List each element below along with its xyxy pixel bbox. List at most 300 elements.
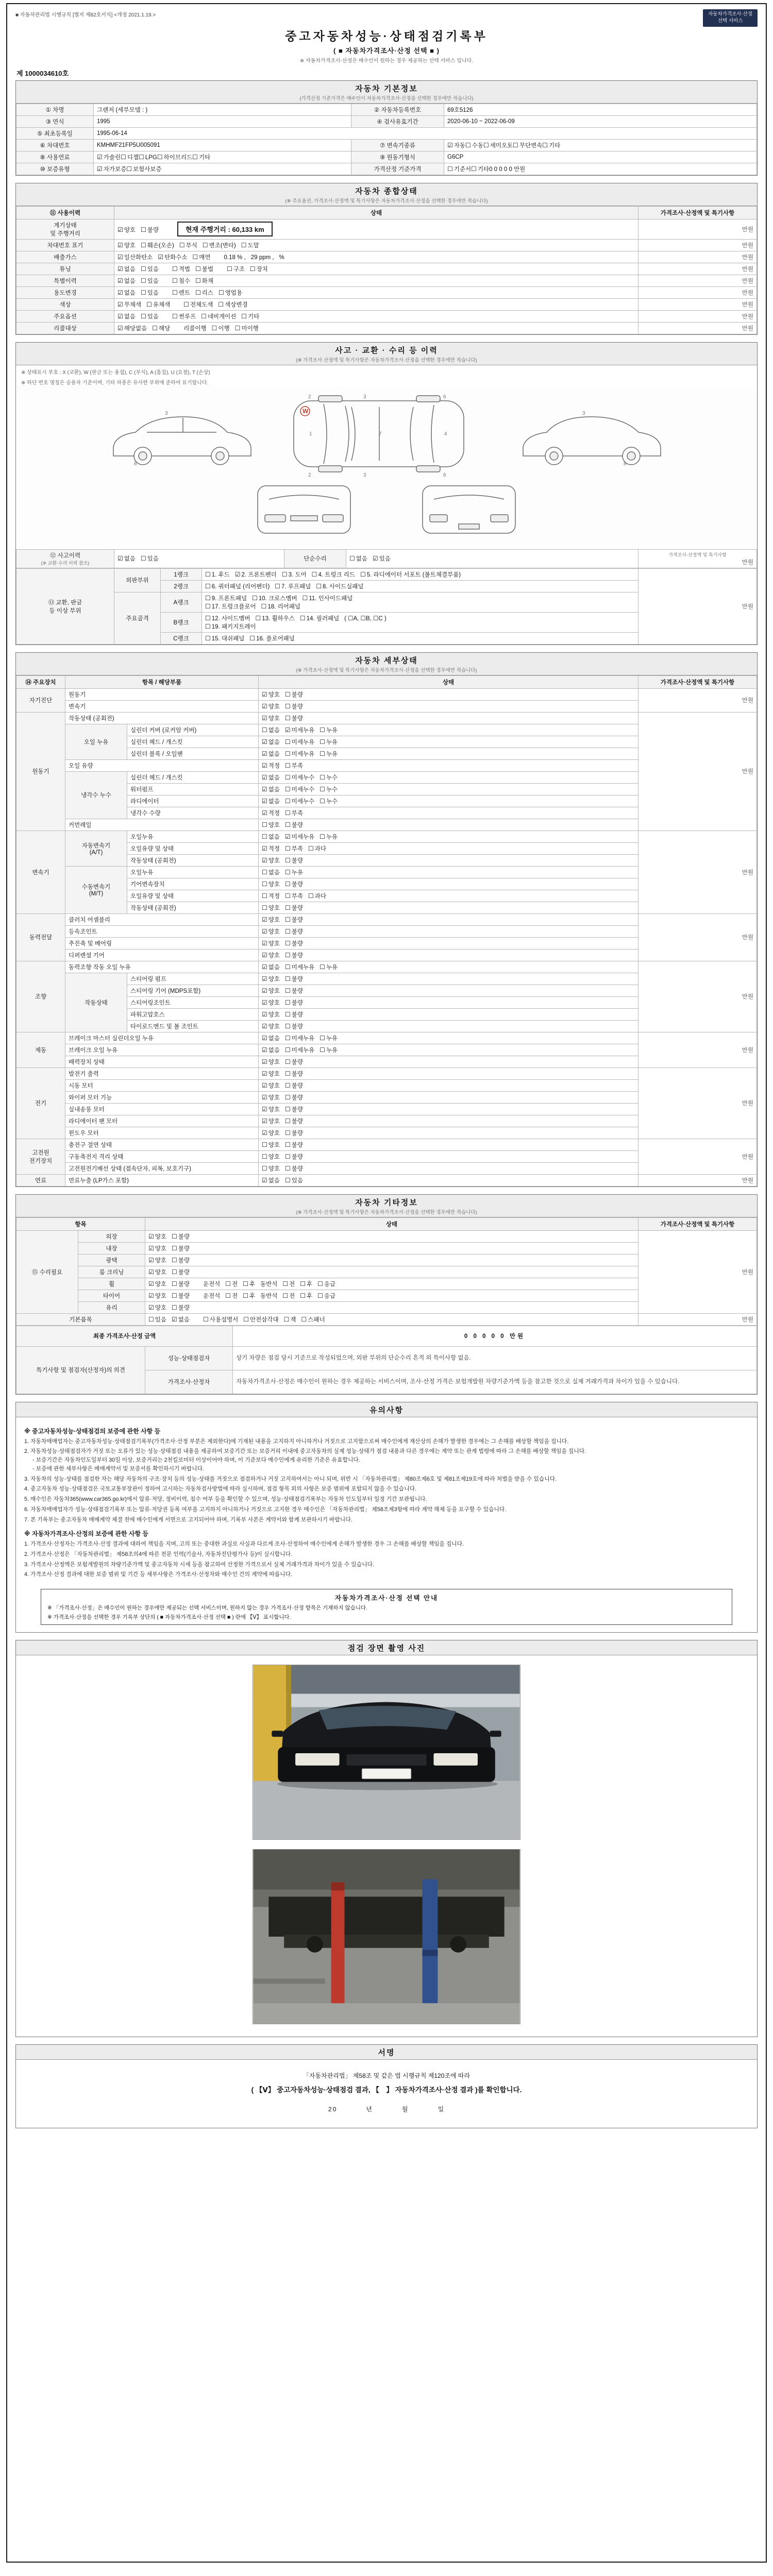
- checkbox-unchecked[interactable]: ☐: [249, 634, 256, 642]
- checkbox-item: [262, 1022, 280, 1030]
- checkbox-checked[interactable]: ☑: [262, 1117, 267, 1125]
- checkbox-item: [262, 987, 280, 995]
- col-price-note: 가격조사·산정액 및 특기사항: [638, 675, 757, 688]
- checkbox-unchecked[interactable]: ☐: [317, 1292, 323, 1299]
- checkbox-unchecked[interactable]: ☐: [255, 614, 261, 622]
- checkbox-unchecked[interactable]: ☐: [172, 289, 178, 296]
- checkbox-unchecked[interactable]: ☐: [316, 582, 322, 590]
- checkbox-item: [285, 904, 303, 912]
- checkbox-unchecked[interactable]: ☐: [308, 844, 314, 852]
- checkbox-unchecked[interactable]: ☐: [284, 1176, 291, 1184]
- checkbox-unchecked[interactable]: ☐: [284, 1164, 291, 1172]
- checkbox-unchecked[interactable]: ☐: [243, 1292, 248, 1299]
- checkbox-item: [250, 265, 268, 273]
- checkbox-unchecked[interactable]: ☐: [262, 892, 267, 900]
- checkbox-label: 불량: [178, 1257, 190, 1264]
- checkbox-unchecked[interactable]: ☐: [282, 1292, 289, 1299]
- inline-text: 리콜이행: [183, 325, 207, 332]
- checkbox-unchecked[interactable]: ☐: [284, 951, 291, 959]
- checkbox-checked[interactable]: ☑: [148, 1256, 154, 1264]
- checkbox-label: 누유: [291, 869, 303, 876]
- table-row: [16, 310, 757, 322]
- checkbox-checked[interactable]: ☑: [262, 1022, 267, 1030]
- checkbox-checked[interactable]: ☑: [262, 939, 267, 947]
- checkbox-unchecked[interactable]: ☐: [360, 570, 366, 578]
- inline-text: 동반석: [260, 1293, 278, 1299]
- repair-needed-label: ⑮ 수리필요: [16, 1230, 78, 1313]
- checkbox-unchecked[interactable]: ☐: [284, 1153, 291, 1160]
- checkbox-unchecked[interactable]: ☐: [205, 582, 211, 590]
- status-cell: [259, 1067, 638, 1079]
- checkbox-checked[interactable]: ☑: [262, 1176, 267, 1184]
- checkbox-checked[interactable]: ☑: [262, 761, 267, 769]
- checkbox-unchecked[interactable]: ☐: [262, 1141, 267, 1148]
- section-note-etc: (※ 가격조사·산정액 및 특기사항은 자동차가격조사·산정을 선택한 경우에만 적습니다): [296, 1209, 477, 1215]
- checkbox-checked[interactable]: ☑: [148, 1268, 154, 1276]
- checkbox-unchecked[interactable]: ☐: [284, 892, 291, 900]
- checkbox-unchecked[interactable]: ☐: [320, 1046, 325, 1054]
- checkbox-unchecked[interactable]: ☐: [284, 809, 291, 817]
- checkbox-unchecked[interactable]: ☐: [513, 141, 518, 149]
- checkbox-unchecked[interactable]: ☐: [243, 1315, 249, 1323]
- checkbox-unchecked[interactable]: ☐: [203, 1315, 209, 1323]
- checkbox-unchecked[interactable]: ☐: [349, 555, 355, 563]
- checkbox-unchecked[interactable]: ☐: [262, 904, 267, 911]
- checkbox-unchecked[interactable]: ☐: [171, 1292, 177, 1299]
- checkbox-unchecked[interactable]: ☐: [121, 153, 126, 161]
- checkbox-unchecked[interactable]: ☐: [249, 265, 256, 273]
- checkbox-unchecked[interactable]: ☐: [284, 963, 291, 971]
- checkbox-item: [121, 155, 139, 161]
- price-cell: 만원: [638, 275, 757, 286]
- checkbox-unchecked[interactable]: ☐: [140, 265, 146, 273]
- checkbox-label: 후: [307, 1281, 313, 1287]
- part-label: 실린더 커버 (로커암 커버): [127, 724, 259, 736]
- checkbox-unchecked[interactable]: ☐: [262, 726, 267, 734]
- table-row: [16, 298, 757, 310]
- checkbox-checked[interactable]: ☑: [262, 1129, 267, 1137]
- checkbox-unchecked[interactable]: ☐: [140, 277, 146, 284]
- checkbox-unchecked[interactable]: ☐: [195, 277, 201, 284]
- checkbox-checked[interactable]: ☑: [262, 927, 267, 935]
- checkbox-label: 누수: [326, 798, 338, 805]
- col-usage-history: ⑪ 사용이력: [16, 206, 114, 219]
- checkbox-unchecked[interactable]: ☐: [301, 1315, 307, 1323]
- checkbox-item: [262, 726, 280, 734]
- checkbox-unchecked[interactable]: ☐: [320, 773, 325, 781]
- checkbox-unchecked[interactable]: ☐: [284, 1105, 291, 1113]
- checkbox-checked[interactable]: ☑: [262, 1010, 267, 1018]
- part-label: 스티어링 펌프: [127, 973, 259, 985]
- checkbox-unchecked[interactable]: ☐: [284, 1141, 291, 1148]
- checkbox-unchecked[interactable]: ☐: [225, 1280, 231, 1287]
- badge-line1: 자동차가격조사·산정: [708, 11, 752, 17]
- final-price-amount: 0 0 0 0 0: [464, 1333, 506, 1340]
- checkbox-unchecked[interactable]: ☐: [261, 602, 267, 610]
- part-label: 구동축전지 격리 상태: [65, 1150, 259, 1162]
- checkbox-label: 응급: [324, 1293, 336, 1299]
- checkbox-item: [285, 1176, 303, 1184]
- checkbox-checked[interactable]: ☑: [234, 570, 241, 578]
- checkbox-checked[interactable]: ☑: [262, 1070, 267, 1077]
- checkbox-checked[interactable]: ☑: [262, 1046, 267, 1054]
- checkbox-item: [262, 892, 280, 900]
- checkbox-unchecked[interactable]: ☐: [140, 226, 146, 234]
- checkbox-unchecked[interactable]: ☐: [262, 880, 267, 888]
- checkbox-unchecked[interactable]: ☐: [284, 714, 291, 722]
- checkbox-unchecked[interactable]: ☐: [284, 738, 291, 745]
- checkbox-item: [225, 1292, 238, 1300]
- checkbox-unchecked[interactable]: ☐: [241, 312, 247, 320]
- checkbox-unchecked[interactable]: ☐: [152, 324, 158, 332]
- checkbox-unchecked[interactable]: ☐: [262, 1153, 267, 1160]
- checkbox-item: [219, 289, 242, 297]
- checkbox-unchecked[interactable]: ☐: [192, 153, 198, 161]
- checkbox-checked[interactable]: ☑: [447, 141, 453, 149]
- checkbox-unchecked[interactable]: ☐: [192, 253, 198, 261]
- notice-heading: ※ 자동차가격조사·산정의 보증에 관한 사항 등: [24, 1530, 148, 1538]
- checkbox-checked[interactable]: ☑: [262, 690, 267, 698]
- checkbox-unchecked[interactable]: ☐: [284, 927, 291, 935]
- checkbox-label: 잭: [290, 1316, 296, 1323]
- checkbox-unchecked[interactable]: ☐: [284, 1129, 291, 1137]
- checkbox-unchecked[interactable]: ☐: [225, 1292, 231, 1299]
- checkbox-unchecked[interactable]: ☐: [262, 1164, 267, 1172]
- checkbox-unchecked[interactable]: ☐: [284, 761, 291, 769]
- checkbox-unchecked[interactable]: ☐: [284, 1046, 291, 1054]
- checkbox-unchecked[interactable]: ☐: [171, 1244, 177, 1252]
- checkbox-unchecked[interactable]: ☐: [447, 165, 453, 173]
- checkbox-unchecked[interactable]: ☐: [262, 821, 267, 828]
- checkbox-unchecked[interactable]: ☐: [275, 582, 281, 590]
- checkbox-unchecked[interactable]: ☐: [284, 1022, 291, 1030]
- checkbox-unchecked[interactable]: ☐: [311, 570, 317, 578]
- checkbox-unchecked[interactable]: ☐: [282, 1280, 289, 1287]
- checkbox-unchecked[interactable]: ☐: [284, 821, 291, 828]
- checkbox-unchecked[interactable]: ☐: [483, 141, 489, 149]
- checkbox-checked[interactable]: ☑: [262, 975, 267, 982]
- checkbox-unchecked[interactable]: ☐: [140, 312, 146, 320]
- checkbox-label: 18. 리어패널: [267, 603, 300, 610]
- checkbox-item: [97, 155, 121, 161]
- checkbox-unchecked[interactable]: ☐: [205, 602, 211, 610]
- checkbox-checked[interactable]: ☑: [262, 1058, 267, 1065]
- checkbox-checked[interactable]: ☑: [262, 1081, 267, 1089]
- checkbox-unchecked[interactable]: ☐: [172, 277, 178, 284]
- checkbox-checked[interactable]: ☑: [117, 555, 123, 563]
- status-cell: [259, 771, 638, 783]
- checkbox-checked[interactable]: ☑: [97, 165, 103, 173]
- checkbox-item: [195, 265, 213, 273]
- checkbox-unchecked[interactable]: ☐: [262, 868, 267, 876]
- checkbox-label: 부족: [291, 845, 303, 852]
- checkbox-unchecked[interactable]: ☐: [284, 690, 291, 698]
- checkbox-unchecked[interactable]: ☐: [218, 289, 224, 296]
- checkbox-item: [262, 927, 280, 936]
- checkbox-unchecked[interactable]: ☐: [284, 987, 291, 994]
- checkbox-unchecked[interactable]: ☐: [205, 614, 211, 622]
- checkbox-label: 누유: [326, 1035, 338, 1042]
- checkbox-checked[interactable]: ☑: [117, 300, 123, 308]
- checkbox-unchecked[interactable]: ☐: [320, 785, 325, 793]
- checkbox-label: 불량: [291, 1142, 303, 1148]
- checkbox-unchecked[interactable]: ☐: [302, 594, 308, 602]
- checkbox-checked[interactable]: ☑: [148, 1292, 154, 1299]
- col-major-device: ⑭ 주요장치: [16, 675, 65, 688]
- checkbox-checked[interactable]: ☑: [262, 1034, 267, 1042]
- checkbox-label: 장치: [256, 266, 268, 273]
- checkbox-item: [262, 1046, 280, 1054]
- part-label: 오일 유량: [65, 759, 259, 771]
- checkbox-checked[interactable]: ☑: [171, 1315, 177, 1323]
- checkbox-checked[interactable]: ☑: [262, 773, 267, 781]
- checkbox-unchecked[interactable]: ☐: [205, 634, 211, 642]
- checkbox-checked[interactable]: ☑: [284, 726, 291, 734]
- device-label: 변속기: [16, 831, 65, 913]
- part-label: 스티어링조인트: [127, 996, 259, 1008]
- checkbox-checked[interactable]: ☑: [117, 253, 123, 261]
- checkbox-checked[interactable]: ☑: [372, 555, 378, 563]
- checkbox-item: [285, 1093, 303, 1101]
- checkbox-checked[interactable]: ☑: [262, 987, 267, 994]
- checkbox-unchecked[interactable]: ☐: [234, 324, 241, 332]
- checkbox-unchecked[interactable]: ☐: [284, 916, 291, 923]
- checkbox-label: 변조(변타): [209, 242, 236, 249]
- part-label: 와이퍼 모터 기능: [65, 1091, 259, 1103]
- part-label: 변속기: [65, 700, 259, 712]
- part-group-label: 수동변속기 (M/T): [65, 866, 127, 913]
- checkbox-unchecked[interactable]: ☐: [284, 844, 291, 852]
- checkbox-label: 양호: [268, 1094, 280, 1101]
- checkbox-label: 없음: [268, 1177, 280, 1184]
- checkbox-unchecked[interactable]: ☐: [465, 141, 471, 149]
- checkbox-label: 누수: [326, 774, 338, 781]
- checkbox-unchecked[interactable]: ☐: [284, 1070, 291, 1077]
- status-cell: [259, 831, 638, 842]
- status-cell: [259, 1174, 638, 1186]
- checkbox-unchecked[interactable]: ☐: [201, 312, 207, 320]
- table-row: [16, 322, 757, 334]
- checkbox-checked[interactable]: ☑: [117, 226, 123, 234]
- checkbox-unchecked[interactable]: ☐: [284, 1010, 291, 1018]
- price-header-text: 가격조사·산정액 및 특기사항: [668, 552, 727, 557]
- item-name: 기본품목: [16, 1313, 145, 1325]
- checkbox-unchecked[interactable]: ☐: [284, 797, 291, 805]
- checkbox-unchecked[interactable]: ☐: [284, 750, 291, 757]
- checkbox-unchecked[interactable]: ☐: [284, 1058, 291, 1065]
- checkbox-label: 14. 필러패널: [306, 615, 340, 622]
- status-cell: [259, 1162, 638, 1174]
- checkbox-unchecked[interactable]: ☐: [284, 1081, 291, 1089]
- checkbox-unchecked[interactable]: ☐: [471, 165, 477, 173]
- part-label: 시동 모터: [65, 1079, 259, 1091]
- checkbox-checked[interactable]: ☑: [117, 277, 123, 284]
- checkbox-unchecked[interactable]: ☐: [148, 1315, 154, 1323]
- checkbox-label: 미세누수: [291, 786, 315, 793]
- checkbox-checked[interactable]: ☑: [262, 916, 267, 923]
- checkbox-unchecked[interactable]: ☐: [241, 241, 247, 249]
- checkbox-unchecked[interactable]: ☐: [140, 555, 146, 563]
- checkbox-item: [152, 324, 170, 332]
- checkbox-checked[interactable]: ☑: [97, 153, 103, 161]
- inspector-opinion-text: 상기 차량은 점검 당시 기준으로 작성되었으며, 외판 부위의 단순수리 흔적 외 특이사항 없음.: [233, 1346, 757, 1370]
- notice-item: 3. 가격조사·산정액은 보험개발원의 차량기준가액 및 중고자동차 시세 등을 참고하여 산정한 가격으로서 실제 거래가격과 차이가 있을 수 있습니다.: [24, 1561, 374, 1568]
- checkbox-item: [195, 289, 213, 297]
- checkbox-checked[interactable]: ☑: [262, 1105, 267, 1113]
- checkbox-unchecked[interactable]: ☐: [195, 265, 201, 273]
- checkbox-unchecked[interactable]: ☐: [284, 904, 291, 911]
- checkbox-unchecked[interactable]: ☐: [320, 738, 325, 745]
- checkbox-checked[interactable]: ☑: [262, 809, 267, 817]
- checkbox-checked[interactable]: ☑: [262, 998, 267, 1006]
- checkbox-unchecked[interactable]: ☐: [320, 797, 325, 805]
- checkbox-unchecked[interactable]: ☐: [226, 265, 232, 273]
- checkbox-checked[interactable]: ☑: [117, 241, 123, 249]
- checkbox-unchecked[interactable]: ☐: [284, 880, 291, 888]
- checkbox-unchecked[interactable]: ☐: [284, 856, 291, 864]
- checkbox-label: 양호: [268, 952, 280, 959]
- checkbox-unchecked[interactable]: ☐: [281, 570, 288, 578]
- checkbox-checked[interactable]: ☑: [262, 963, 267, 971]
- checkbox-unchecked[interactable]: ☐: [284, 702, 291, 710]
- checkbox-unchecked[interactable]: ☐: [205, 594, 211, 602]
- checkbox-label: 미세누유: [291, 751, 315, 757]
- checkbox-unchecked[interactable]: ☐: [171, 1256, 177, 1264]
- checkbox-checked[interactable]: ☑: [262, 797, 267, 805]
- checkbox-unchecked[interactable]: ☐: [284, 975, 291, 982]
- checkbox-item: [285, 856, 303, 865]
- overall-table: [16, 206, 757, 334]
- checkbox-unchecked[interactable]: ☐: [252, 594, 258, 602]
- checkbox-unchecked[interactable]: ☐: [171, 1268, 177, 1276]
- checkbox-unchecked[interactable]: ☐: [126, 165, 132, 173]
- part-label: 동력조향 작동 오일 누유: [65, 961, 259, 973]
- checkbox-label: 양호: [268, 917, 280, 923]
- checkbox-unchecked[interactable]: ☐: [262, 833, 267, 840]
- checkbox-unchecked[interactable]: ☐: [542, 141, 548, 149]
- checkbox-checked[interactable]: ☑: [148, 1244, 154, 1252]
- checkbox-unchecked[interactable]: ☐: [320, 963, 325, 971]
- svg-text:3: 3: [363, 472, 366, 478]
- checkbox-checked[interactable]: ☑: [262, 785, 267, 793]
- checkbox-unchecked[interactable]: ☐: [195, 289, 201, 296]
- checkbox-checked[interactable]: ☑: [148, 1232, 154, 1240]
- checkbox-unchecked[interactable]: ☐: [243, 1280, 248, 1287]
- part-label: 실린더 헤드 / 개스킷: [127, 736, 259, 748]
- checkbox-label: 스패너: [308, 1316, 325, 1323]
- checkbox-item: [241, 312, 259, 320]
- part-label: 커먼레일: [65, 819, 259, 831]
- checkbox-checked[interactable]: ☑: [262, 951, 267, 959]
- device-label: 제동: [16, 1032, 65, 1067]
- field-value: KMHMF21FP5U005091: [94, 139, 351, 151]
- checkbox-unchecked[interactable]: ☐: [172, 265, 178, 273]
- checkbox-item: [285, 975, 303, 983]
- checkbox-unchecked[interactable]: ☐: [320, 726, 325, 734]
- checkbox-label: 7. 루프패널: [281, 583, 311, 590]
- checkbox-checked[interactable]: ☑: [262, 1093, 267, 1101]
- appraiser-opinion-text: 자동차가격조사·산정은 매수인이 원하는 경우 제공하는 서비스이며, 조사·산정 가격은 보험개발원 차량기준가액 등을 참고한 것으로 실제 거래가격과 차이가 있을 수 있습니다.: [233, 1370, 757, 1394]
- checkbox-unchecked[interactable]: ☐: [299, 614, 306, 622]
- checkbox-checked[interactable]: ☑: [262, 856, 267, 864]
- checkbox-unchecked[interactable]: ☐: [218, 300, 224, 308]
- checkbox-unchecked[interactable]: ☐: [284, 939, 291, 947]
- checkbox-unchecked[interactable]: ☐: [179, 241, 185, 249]
- checkbox-unchecked[interactable]: ☐: [146, 300, 152, 308]
- checkbox-checked[interactable]: ☑: [284, 833, 291, 840]
- checkbox-unchecked[interactable]: ☐: [211, 324, 217, 332]
- photo-front-svg: [253, 1665, 520, 1839]
- checkbox-unchecked[interactable]: ☐: [284, 868, 291, 876]
- checkbox-label: 불량: [291, 1106, 303, 1113]
- checkbox-unchecked[interactable]: ☐: [171, 1280, 177, 1287]
- checkbox-item: [262, 963, 280, 971]
- checkbox-checked[interactable]: ☑: [148, 1303, 154, 1311]
- checkbox-unchecked[interactable]: ☐: [140, 289, 146, 296]
- checkbox-unchecked[interactable]: ☐: [320, 833, 325, 840]
- checkbox-unchecked[interactable]: ☐: [284, 1117, 291, 1125]
- checkbox-unchecked[interactable]: ☐: [140, 241, 146, 249]
- checkbox-checked[interactable]: ☑: [117, 265, 123, 273]
- checkbox-checked[interactable]: ☑: [262, 702, 267, 710]
- section-notices: [15, 1402, 758, 1633]
- checkbox-label: 있음: [155, 1316, 166, 1323]
- checkbox-unchecked[interactable]: ☐: [157, 153, 163, 161]
- checkbox-unchecked[interactable]: ☐: [284, 998, 291, 1006]
- checkbox-unchecked[interactable]: ☐: [317, 1280, 323, 1287]
- checkbox-unchecked[interactable]: ☐: [320, 750, 325, 757]
- checkbox-checked[interactable]: ☑: [262, 750, 267, 757]
- checkbox-checked[interactable]: ☑: [262, 738, 267, 745]
- checkbox-unchecked[interactable]: ☐: [283, 1315, 290, 1323]
- checkbox-unchecked[interactable]: ☐: [183, 300, 189, 308]
- checkbox-unchecked[interactable]: ☐: [300, 1280, 306, 1287]
- checkbox-unchecked[interactable]: ☐: [300, 1292, 306, 1299]
- checkbox-unchecked[interactable]: ☐: [320, 1034, 325, 1042]
- checkbox-checked[interactable]: ☑: [158, 253, 164, 261]
- checkbox-item: [285, 927, 303, 936]
- inline-text: 0.18 % ,: [224, 254, 246, 261]
- checkbox-checked[interactable]: ☑: [117, 324, 123, 332]
- checkbox-unchecked[interactable]: ☐: [171, 1232, 177, 1240]
- checkbox-unchecked[interactable]: ☐: [308, 892, 314, 900]
- checkbox-unchecked[interactable]: ☐: [284, 1093, 291, 1101]
- checkbox-unchecked[interactable]: ☐: [202, 241, 208, 249]
- checkbox-unchecked[interactable]: ☐: [205, 622, 211, 630]
- parts-rank-label: C랭크: [161, 632, 202, 644]
- checkbox-unchecked[interactable]: ☐: [171, 1303, 177, 1311]
- device-label: 자기진단: [16, 688, 65, 712]
- checkbox-item: [285, 714, 303, 722]
- checkbox-unchecked[interactable]: ☐: [284, 773, 291, 781]
- detail-table: [16, 675, 757, 1187]
- checkbox-unchecked[interactable]: ☐: [172, 312, 178, 320]
- checkbox-label: 불량: [291, 988, 303, 994]
- checkbox-unchecked[interactable]: ☐: [139, 153, 144, 161]
- checkbox-unchecked[interactable]: ☐: [284, 1034, 291, 1042]
- checkbox-checked[interactable]: ☑: [148, 1280, 154, 1287]
- top-row: [15, 9, 758, 27]
- checkbox-checked[interactable]: ☑: [117, 289, 123, 296]
- notices-content: [16, 1417, 757, 1583]
- inline-text: 운전석: [203, 1281, 221, 1287]
- checkbox-unchecked[interactable]: ☐: [205, 570, 211, 578]
- checkbox-checked[interactable]: ☑: [262, 844, 267, 852]
- checkbox-label: 11. 인사이드패널: [309, 595, 353, 602]
- checkbox-unchecked[interactable]: ☐: [284, 785, 291, 793]
- checkbox-checked[interactable]: ☑: [262, 714, 267, 722]
- checkbox-checked[interactable]: ☑: [117, 312, 123, 320]
